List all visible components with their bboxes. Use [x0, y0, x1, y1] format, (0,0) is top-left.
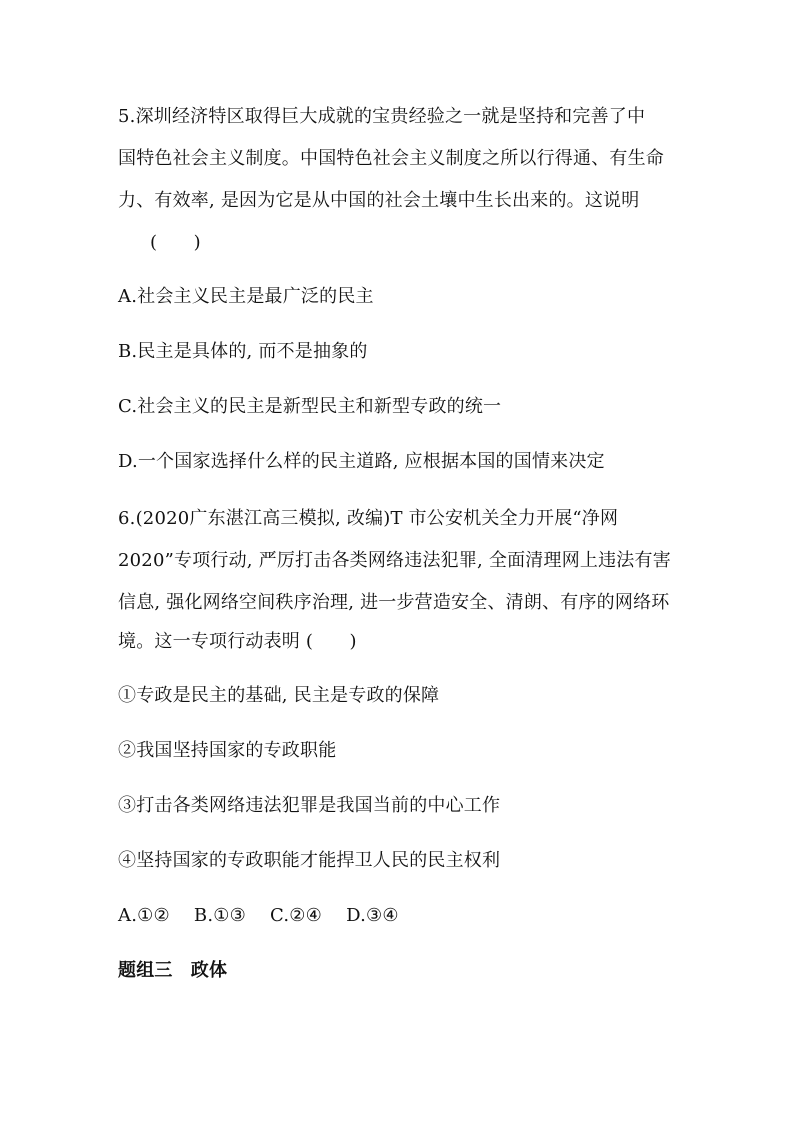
- question-5-stem-line-2: 国特色社会主义制度。中国特色社会主义制度之所以行得通、有生命: [118, 148, 664, 169]
- question-6-stem-line-4: 境。这一专项行动表明 ( ): [118, 631, 357, 652]
- section-heading: 题组三 政体: [118, 960, 228, 981]
- question-5-option-d: D.一个国家选择什么样的民主道路, 应根据本国的国情来决定: [118, 451, 605, 472]
- question-5-stem-line-1: 5.深圳经济特区取得巨大成就的宝贵经验之一就是坚持和完善了中: [118, 106, 646, 127]
- question-6-stem-line-2: 2020”专项行动, 严厉打击各类网络违法犯罪, 全面清理网上违法有害: [118, 550, 671, 571]
- question-6-stem-line-1: 6.(2020广东湛江高三模拟, 改编)T 市公安机关全力开展“净网: [118, 508, 619, 529]
- question-5-option-a: A.社会主义民主是最广泛的民主: [118, 286, 374, 307]
- question-5-option-c: C.社会主义的民主是新型民主和新型专政的统一: [118, 396, 502, 417]
- question-5-stem-line-3: 力、有效率, 是因为它是从中国的社会土壤中生长出来的。这说明: [118, 190, 640, 211]
- question-6-statement-2: ②我国坚持国家的专政职能: [118, 740, 337, 761]
- question-6-statement-1: ①专政是民主的基础, 民主是专政的保障: [118, 685, 440, 706]
- question-5-answer-blank: ( ): [150, 232, 201, 253]
- question-5-option-b: B.民主是具体的, 而不是抽象的: [118, 341, 368, 362]
- question-6-statement-3: ③打击各类网络违法犯罪是我国当前的中心工作: [118, 795, 501, 816]
- question-6-stem-line-3: 信息, 强化网络空间秩序治理, 进一步营造安全、清朗、有序的网络环: [118, 592, 670, 613]
- question-6-statement-4: ④坚持国家的专政职能才能捍卫人民的民主权利: [118, 850, 501, 871]
- question-6-choices: A.①② B.①③ C.②④ D.③④: [118, 905, 399, 926]
